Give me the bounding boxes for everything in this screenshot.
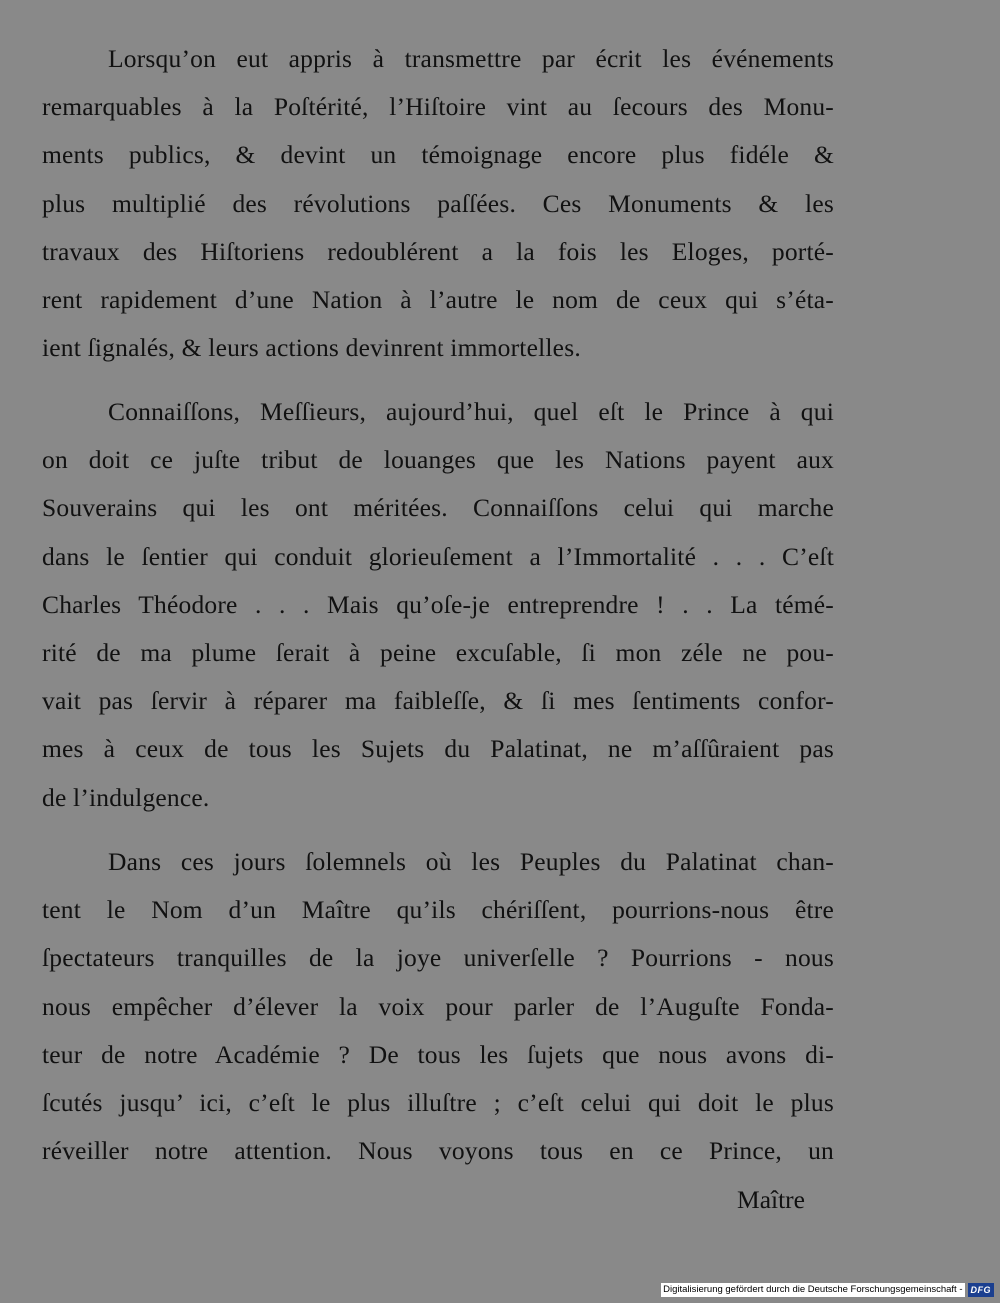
text-line: rité de ma plume ſerait à peine excuſable, ſi mon zéle ne pou- bbox=[42, 638, 834, 668]
text-line: Charles Théodore . . . Mais qu’oſe-je entreprendre ! . . La témé- bbox=[42, 589, 834, 619]
digitization-credit bbox=[661, 1282, 994, 1298]
text-line: plus multiplié des révolutions paſſées. Ces Monuments & les bbox=[42, 188, 834, 218]
text-line: Souverains qui les ont méritées. Connaiſſons celui qui marche bbox=[42, 493, 834, 523]
text-line: teur de notre Académie ? De tous les ſujets que nous avons di- bbox=[42, 1039, 834, 1069]
paragraph-2 bbox=[42, 388, 834, 822]
text-line: de l’indulgence. bbox=[42, 782, 210, 812]
text-line: on doit ce juſte tribut de louanges que les Nations payent aux bbox=[42, 445, 834, 475]
text-line: Connaiſſons, Meſſieurs, aujourd’hui, quel eſt le Prince à qui bbox=[108, 397, 834, 426]
text-line: nous empêcher d’élever la voix pour parler de l’Auguſte Fonda- bbox=[42, 991, 834, 1021]
text-line: rent rapidement d’une Nation à l’autre le nom de ceux qui s’éta- bbox=[42, 285, 834, 315]
text-line: mes à ceux de tous les Sujets du Palatinat, ne m’aſſûraient pas bbox=[42, 734, 834, 764]
text-line: ſpectateurs tranquilles de la joye univerſelle ? Pourrions - nous bbox=[42, 943, 834, 973]
text-line: dans le ſentier qui conduit glorieuſement a l’Immortalité . . . C’eſt bbox=[42, 541, 834, 571]
text-line: ments publics, & devint un témoignage encore plus fidéle & bbox=[42, 140, 834, 170]
text-line: Dans ces jours ſolemnels où les Peuples du Palatinat chan- bbox=[108, 847, 834, 876]
text-line: travaux des Hiſtoriens redoublérent a la fois les Eloges, porté- bbox=[42, 236, 834, 266]
text-line: remarquables à la Poſtérité, l’Hiſtoire vint au ſecours des Monu- bbox=[42, 92, 834, 122]
text-line: ient ſignalés, & leurs actions devinrent immortelles. bbox=[42, 333, 581, 363]
text-line: réveiller notre attention. Nous voyons tous en ce Prince, un bbox=[42, 1136, 834, 1166]
credit-text: Digitalisierung gefördert durch die Deutsche Forschungsgemeinschaft - bbox=[663, 1284, 963, 1295]
text-line: vait pas ſervir à réparer ma faibleſſe, & ſi mes ſentiments confor- bbox=[42, 686, 834, 716]
text-line: ſcutés jusqu’ ici, c’eſt le plus illuſtre ; c’eſt celui qui doit le plus bbox=[42, 1088, 834, 1118]
text-line: tent le Nom d’un Maître qu’ils chériſſent, pourrions-nous être bbox=[42, 895, 834, 925]
text-line: Lorsqu’on eut appris à transmettre par écrit les événements bbox=[108, 44, 834, 73]
catchword: Maître bbox=[737, 1185, 805, 1214]
paragraph-1 bbox=[42, 35, 834, 372]
paragraph-3 bbox=[42, 838, 834, 1175]
dfg-logo-icon: DFG bbox=[968, 1283, 995, 1297]
